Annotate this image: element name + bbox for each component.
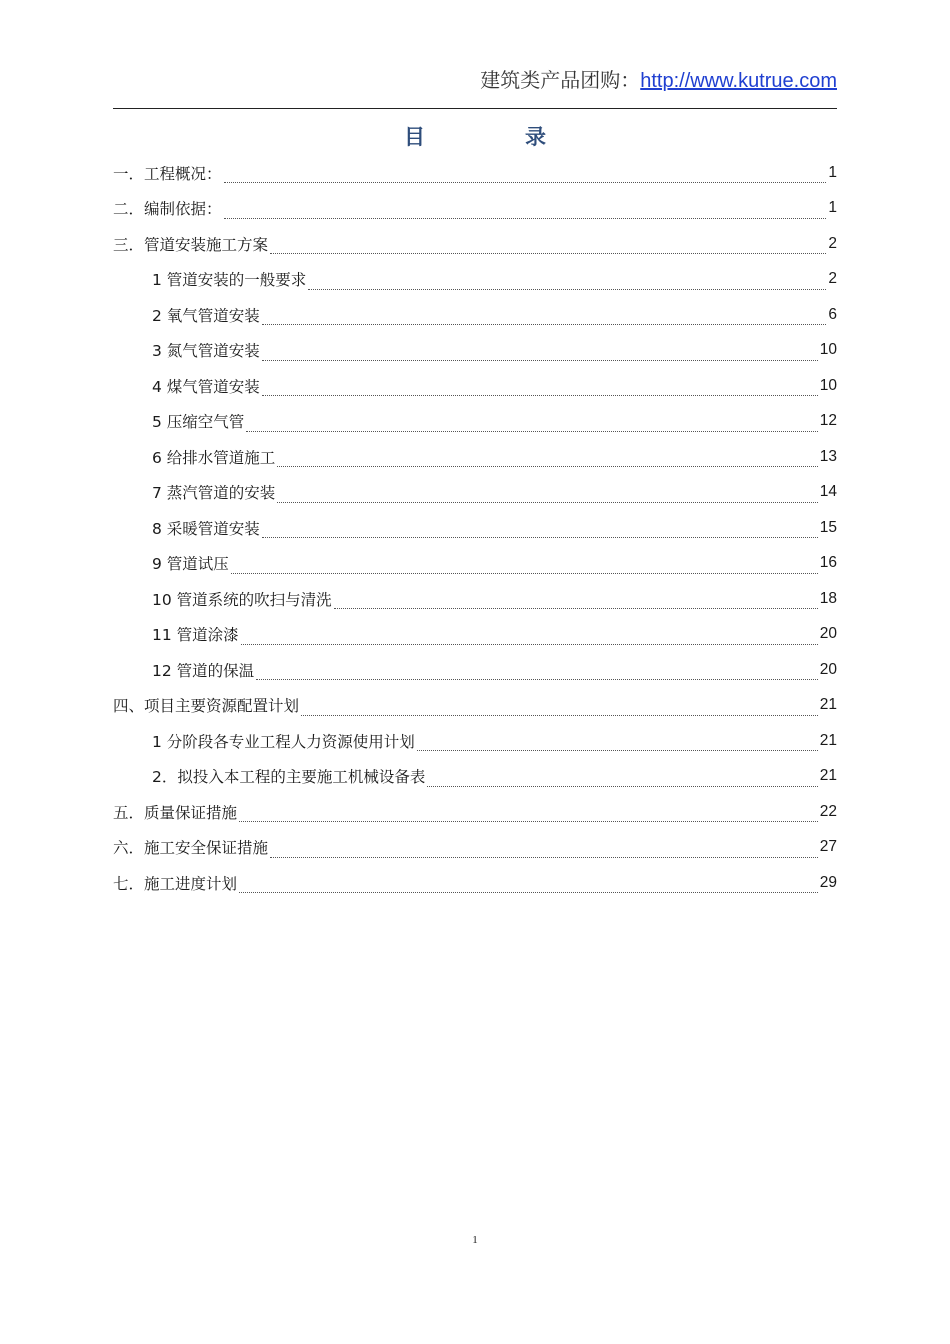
toc-entry-page: 2 bbox=[828, 270, 837, 288]
toc-entry-label: 7 蒸汽管道的安装 bbox=[152, 484, 276, 503]
toc-dot-leader bbox=[239, 805, 818, 822]
toc-entry-label: 四、项目主要资源配置计划 bbox=[113, 697, 300, 716]
toc-entry[interactable] bbox=[113, 723, 837, 759]
toc-entry-page: 14 bbox=[819, 483, 837, 501]
toc-entry[interactable] bbox=[113, 262, 837, 298]
toc-entry-label: 六．施工安全保证措施 bbox=[113, 839, 269, 858]
toc-dot-leader bbox=[262, 521, 818, 538]
toc-entry-page: 2 bbox=[828, 234, 837, 252]
toc-entry[interactable] bbox=[113, 404, 837, 440]
toc-entry[interactable] bbox=[113, 155, 837, 191]
toc-entry[interactable] bbox=[113, 581, 837, 617]
table-of-contents bbox=[113, 155, 837, 901]
toc-entry[interactable] bbox=[113, 617, 837, 653]
toc-dot-leader bbox=[427, 770, 817, 787]
toc-entry-page: 20 bbox=[819, 660, 837, 678]
toc-entry-label: 1 分阶段各专业工程人力资源使用计划 bbox=[152, 732, 415, 751]
toc-entry[interactable] bbox=[113, 226, 837, 262]
toc-entry-page: 12 bbox=[819, 412, 837, 430]
toc-entry-page: 29 bbox=[819, 873, 837, 891]
toc-dot-leader bbox=[224, 202, 827, 219]
toc-entry[interactable] bbox=[113, 688, 837, 724]
toc-entry-page: 10 bbox=[819, 341, 837, 359]
toc-entry[interactable] bbox=[113, 297, 837, 333]
toc-dot-leader bbox=[262, 379, 818, 396]
header-divider bbox=[113, 108, 837, 109]
toc-entry[interactable] bbox=[113, 368, 837, 404]
toc-entry[interactable] bbox=[113, 510, 837, 546]
toc-dot-leader bbox=[277, 450, 817, 467]
toc-dot-leader bbox=[262, 308, 827, 325]
toc-entry-page: 6 bbox=[828, 305, 837, 323]
toc-dot-leader bbox=[270, 841, 818, 858]
toc-entry-label: 5 压缩空气管 bbox=[152, 413, 245, 432]
page-number: 1 bbox=[472, 1234, 478, 1246]
toc-dot-leader bbox=[301, 699, 818, 716]
page-header bbox=[113, 62, 837, 102]
toc-entry-label: 一．工程概况： bbox=[113, 164, 222, 183]
toc-entry-label: 2．拟投入本工程的主要施工机械设备表 bbox=[152, 768, 426, 787]
toc-entry-label: 五．质量保证措施 bbox=[113, 803, 238, 822]
toc-entry-page: 1 bbox=[828, 163, 837, 181]
toc-entry-page: 18 bbox=[819, 589, 837, 607]
toc-entry-page: 20 bbox=[819, 625, 837, 643]
toc-entry-page: 21 bbox=[819, 696, 837, 714]
toc-entry[interactable] bbox=[113, 830, 837, 866]
toc-dot-leader bbox=[308, 273, 826, 290]
toc-entry-label: 三．管道安装施工方案 bbox=[113, 235, 269, 254]
toc-entry-label: 11 管道涂漆 bbox=[152, 626, 239, 645]
toc-entry-page: 21 bbox=[819, 731, 837, 749]
toc-dot-leader bbox=[239, 876, 818, 893]
toc-dot-leader bbox=[256, 663, 818, 680]
toc-entry[interactable] bbox=[113, 865, 837, 901]
toc-entry-page: 10 bbox=[819, 376, 837, 394]
toc-entry[interactable] bbox=[113, 191, 837, 227]
toc-entry-page: 22 bbox=[819, 802, 837, 820]
toc-dot-leader bbox=[270, 237, 826, 254]
toc-dot-leader bbox=[246, 415, 817, 432]
toc-entry-label: 6 给排水管道施工 bbox=[152, 448, 276, 467]
toc-entry[interactable] bbox=[113, 439, 837, 475]
toc-entry-label: 10 管道系统的吹扫与清洗 bbox=[152, 590, 332, 609]
toc-entry-label: 9 管道试压 bbox=[152, 555, 229, 574]
toc-entry-label: 二．编制依据： bbox=[113, 200, 222, 219]
toc-entry-page: 1 bbox=[828, 199, 837, 217]
toc-entry-page: 27 bbox=[819, 838, 837, 856]
toc-dot-leader bbox=[231, 557, 818, 574]
toc-entry-label: 4 煤气管道安装 bbox=[152, 377, 260, 396]
toc-dot-leader bbox=[241, 628, 818, 645]
toc-entry-label: 1 管道安装的一般要求 bbox=[152, 271, 307, 290]
toc-entry-page: 13 bbox=[819, 447, 837, 465]
toc-dot-leader bbox=[277, 486, 817, 503]
toc-dot-leader bbox=[224, 166, 827, 183]
toc-entry-label: 3 氮气管道安装 bbox=[152, 342, 260, 361]
toc-entry-page: 16 bbox=[819, 554, 837, 572]
toc-title: 目录 bbox=[404, 125, 646, 149]
header-prefix: 建筑类产品团购： bbox=[480, 68, 641, 92]
toc-entry[interactable] bbox=[113, 652, 837, 688]
toc-entry-page: 21 bbox=[819, 767, 837, 785]
toc-dot-leader bbox=[334, 592, 818, 609]
toc-entry[interactable] bbox=[113, 546, 837, 582]
toc-dot-leader bbox=[262, 344, 818, 361]
header-url-link[interactable]: http://www.kutrue.com bbox=[640, 70, 837, 92]
toc-entry[interactable] bbox=[113, 475, 837, 511]
toc-entry-label: 12 管道的保温 bbox=[152, 661, 255, 680]
toc-entry[interactable] bbox=[113, 333, 837, 369]
toc-entry-label: 七．施工进度计划 bbox=[113, 874, 238, 893]
toc-entry-label: 2 氧气管道安装 bbox=[152, 306, 260, 325]
toc-entry-label: 8 采暖管道安装 bbox=[152, 519, 260, 538]
toc-entry[interactable] bbox=[113, 794, 837, 830]
toc-dot-leader bbox=[417, 734, 818, 751]
toc-entry-page: 15 bbox=[819, 518, 837, 536]
toc-entry[interactable] bbox=[113, 759, 837, 795]
